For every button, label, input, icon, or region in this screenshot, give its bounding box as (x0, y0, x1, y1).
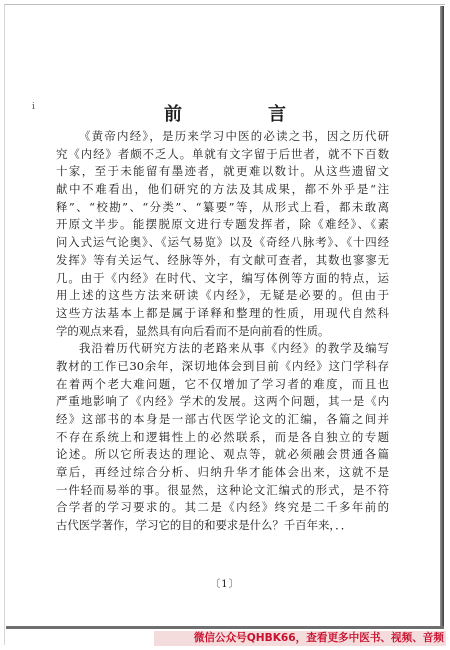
text-line: 献中不难看出，他们研究的方法及其成果，都不外乎是“注 (56, 182, 389, 197)
text-line: 问入式运气论奥》、《运气易览》以及《奇经八脉考》、《十四经 (56, 235, 389, 250)
text-line: 一件轻而易举的事。很显然，这种论文汇编式的形式，是不符 (56, 482, 389, 497)
text-line: 古代医学著作，学习它的目的和要求是什么？千百年来，．． (56, 518, 353, 533)
text-line: 《黄帝内经》，是历来学习中医的必读之书，因之历代研 (79, 129, 389, 143)
page-number: 〔1〕 (210, 579, 240, 590)
text-line: 章后，再经过综合分析、归纳升华才能体会出来，这就不是 (56, 465, 389, 480)
text-line: 合学者的学习要求的。其二是《内经》终究是二千多年前的 (56, 500, 389, 515)
text-line: 发挥》等有关运气、经脉等外，有文献可查者，其数也寥寥无 (56, 252, 389, 267)
text-line: 用上述的这些方法来研读《内经》，无疑是必要的。但由于 (56, 288, 389, 303)
text-line: 在着两个老大难问题，它不仅增加了学习者的难度，而且也 (56, 376, 389, 391)
text-line: 十家，至于未能留有墨迹者，就更难以数计。从这些遗留文 (56, 164, 389, 179)
text-line: 几。由于《内经》在时代、文字，编写体例等方面的特点，运 (56, 270, 389, 285)
text-line: 释”、“校勘”、“分类”、“纂要”等，从形式上看，都未敢离 (56, 199, 389, 214)
page-title: 前 言 (164, 104, 320, 125)
text-line: 究《内经》者颇不乏人。单就有文字留于后世者，就不下百数 (56, 146, 389, 161)
text-line: 论述。所以它所表达的理论、观点等，就必须融会贯通各篇 (56, 447, 389, 462)
text-line: 严重地影响了《内经》学术的发展。这两个问题，其一是《内 (56, 394, 389, 409)
margin-mark: i (32, 102, 35, 112)
text-line: 经》这部书的本身是一部古代医学论文的汇编，各篇之间并 (56, 412, 389, 426)
text-line: 我沿着历代研究方法的老路来从事《内经》的教学及编写 (79, 341, 389, 356)
text-line: 学的观点来看，显然具有向后看而不是向前看的性质。 (56, 323, 330, 338)
text-line: 这些方法基本上都是属于译释和整理的性质，用现代自然科 (56, 305, 389, 320)
body-text (56, 128, 389, 535)
text-line: 不存在系统上和逻辑性上的必然联系，而是各自独立的专题 (56, 429, 389, 444)
text-line: 教材的工作已30余年，深切地体会到目前《内经》这门学科存 (56, 358, 389, 373)
wechat-banner: 微信公众号QHBK66，查看更多中医书、视频、音频 (154, 631, 446, 646)
text-line: 开原文半步。能摆脱原文进行专题发挥者，除《难经》、《素 (56, 217, 389, 232)
page-bottom-edge (6, 626, 444, 629)
